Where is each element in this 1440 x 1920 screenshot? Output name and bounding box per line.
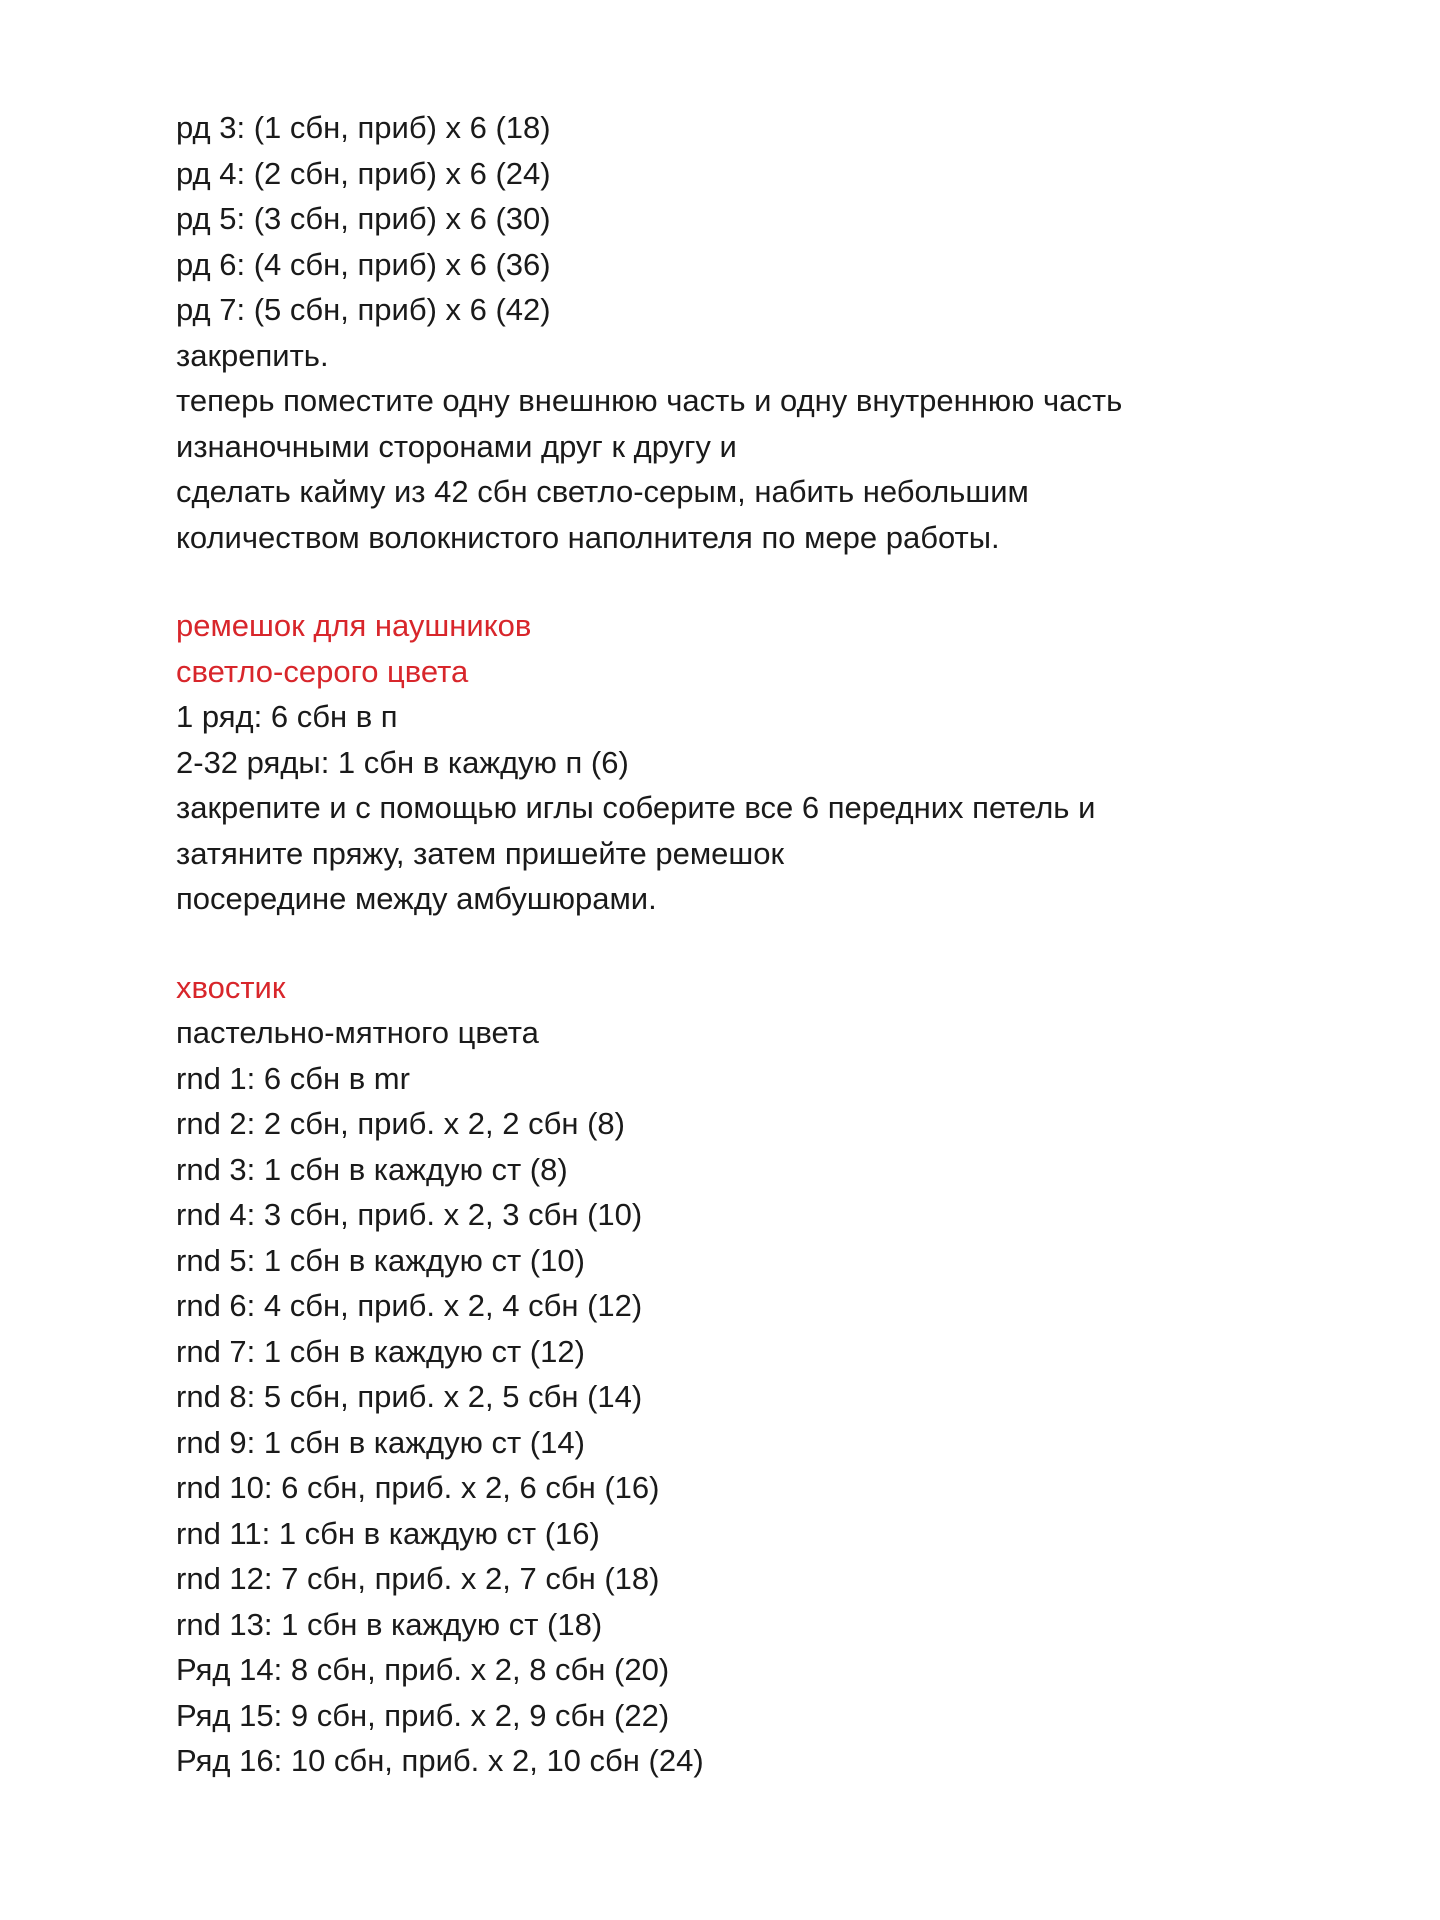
instruction-line: закрепите и с помощью иглы соберите все 6 передних петель и	[176, 790, 1096, 825]
pattern-line: Ряд 14: 8 сбн, приб. x 2, 8 сбн (20)	[176, 1652, 670, 1687]
pattern-line: rnd 1: 6 сбн в mr	[176, 1060, 410, 1096]
pattern-line: rnd 12: 7 сбн, приб. x 2, 7 сбн (18)	[176, 1561, 660, 1596]
pattern-line: rnd 2: 2 сбн, приб. x 2, 2 сбн (8)	[176, 1106, 625, 1141]
pattern-line: rnd 10: 6 сбн, приб. x 2, 6 сбн (16)	[176, 1470, 660, 1505]
pattern-line: 1 ряд: 6 сбн в п	[176, 699, 398, 734]
instruction-line: закрепить.	[176, 337, 329, 373]
section-heading: хвостик	[176, 969, 286, 1005]
section-spacer	[176, 560, 1296, 603]
section-spacer	[176, 922, 1296, 965]
pattern-line: рд 7: (5 сбн, приб) x 6 (42)	[176, 292, 551, 327]
pattern-line: 2-32 ряды: 1 сбн в каждую п (6)	[176, 744, 629, 780]
pattern-line: rnd 6: 4 сбн, приб. x 2, 4 сбн (12)	[176, 1288, 643, 1323]
pattern-line: rnd 11: 1 сбн в каждую ст (16)	[176, 1515, 600, 1551]
pattern-line: rnd 3: 1 сбн в каждую ст (8)	[176, 1151, 568, 1187]
pattern-line: rnd 5: 1 сбн в каждую ст (10)	[176, 1242, 585, 1278]
pattern-line: rnd 8: 5 сбн, приб. x 2, 5 сбн (14)	[176, 1379, 643, 1414]
tail-section	[176, 965, 1296, 1784]
instruction-line: затяните пряжу, затем пришейте ремешок	[176, 835, 785, 871]
pattern-line: rnd 4: 3 сбн, приб. x 2, 3 сбн (10)	[176, 1197, 643, 1232]
pattern-line: Ряд 16: 10 сбн, приб. x 2, 10 сбн (24)	[176, 1743, 704, 1778]
pattern-line: рд 6: (4 сбн, приб) x 6 (36)	[176, 246, 551, 282]
strap-section	[176, 603, 1296, 922]
instruction-line: теперь поместите одну внешнюю часть и одну внутреннюю часть	[176, 383, 1123, 418]
pattern-line: рд 4: (2 сбн, приб) x 6 (24)	[176, 155, 551, 191]
pattern-line: rnd 9: 1 сбн в каждую ст (14)	[176, 1424, 585, 1460]
section-heading: ремешок для наушников	[176, 608, 532, 643]
pattern-line: рд 5: (3 сбн, приб) x 6 (30)	[176, 201, 551, 236]
pattern-line: rnd 13: 1 сбн в каждую ст (18)	[176, 1606, 603, 1642]
pattern-line: рд 3: (1 сбн, приб) x 6 (18)	[176, 110, 551, 145]
pattern-line: Ряд 15: 9 сбн, приб. x 2, 9 сбн (22)	[176, 1697, 670, 1733]
pattern-line: rnd 7: 1 сбн в каждую ст (12)	[176, 1333, 585, 1369]
intro-section	[176, 105, 1296, 560]
instruction-line: сделать кайму из 42 сбн светло-серым, набить небольшим	[176, 474, 1029, 509]
color-note: пастельно-мятного цвета	[176, 1015, 539, 1050]
instruction-line: посередине между амбушюрами.	[176, 881, 657, 916]
instruction-line: изнаночными сторонами друг к другу и	[176, 428, 737, 464]
pattern-document	[176, 105, 1296, 1784]
instruction-line: количеством волокнистого наполнителя по мере работы.	[176, 519, 1000, 555]
section-subheading: светло-серого цвета	[176, 653, 469, 689]
